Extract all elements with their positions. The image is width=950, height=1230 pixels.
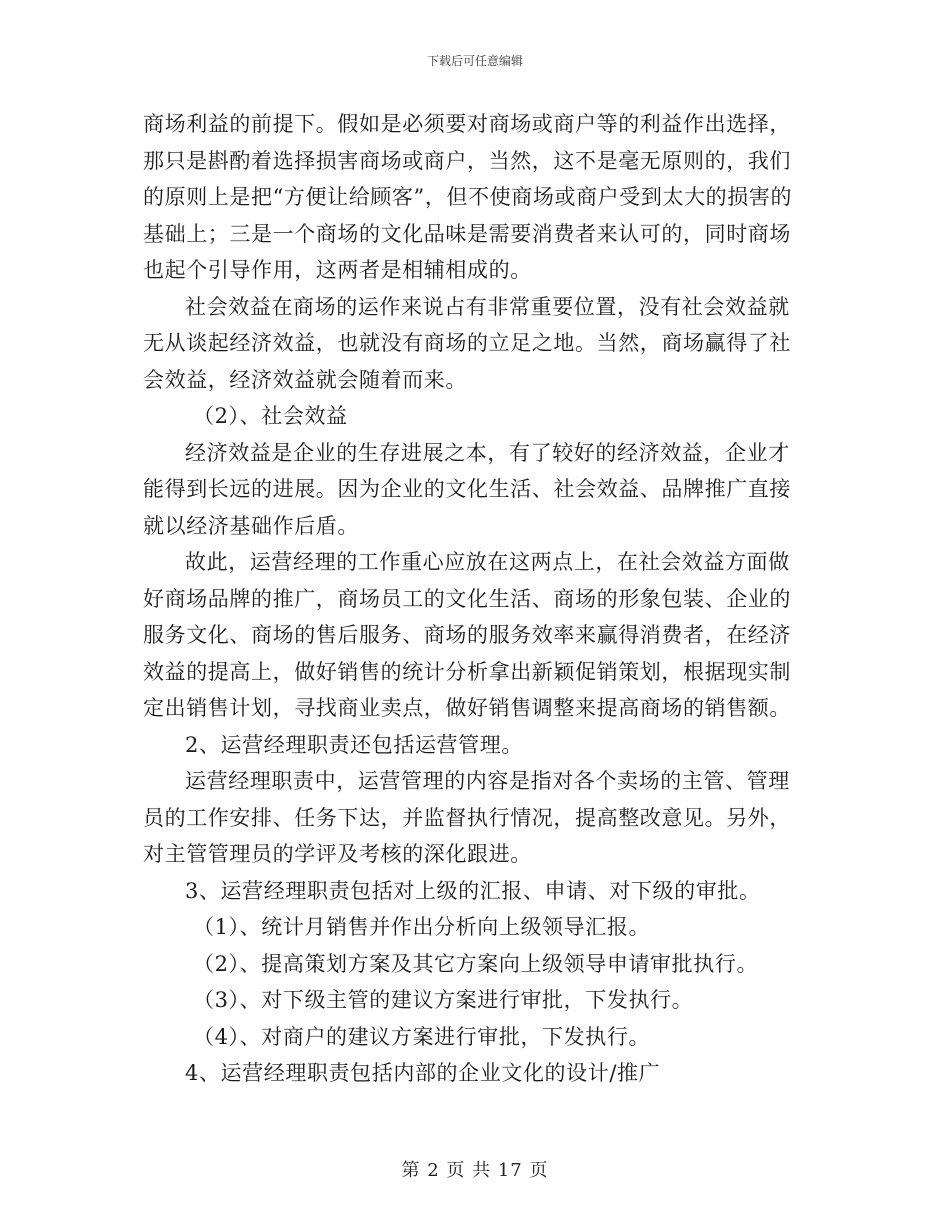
list-item-2: （2）、提高策划方案及其它方案向上级领导申请审批执行。	[193, 951, 759, 976]
heading-operations-management: 2、运营经理职责还包括运营管理。	[185, 732, 523, 757]
heading-reporting-approval: 3、运营经理职责包括对上级的汇报、申请、对下级的审批。	[185, 878, 761, 903]
paragraph-work-focus: 故此，运营经理的工作重心应放在这两点上，在社会效益方面做好商场品牌的推广，商场员工的文化生活、商场的形象包装、企业的服务文化、商场的售后服务、商场的服务效率来赢得消费者，在经济效益的提高上，做好销售的统计分析拿出新颖促销策划，根据现实制定出销售计划，寻找商业卖点，做好销售调整来提高商场的销售额。	[143, 550, 791, 720]
heading-corporate-culture: 4、运营经理职责包括内部的企业文化的设计/推广	[185, 1061, 661, 1085]
page-footer: 第 2 页 共 17 页	[401, 1160, 549, 1181]
list-item-3: （3）、对下级主管的建议方案进行审批，下发执行。	[193, 988, 694, 1012]
list-item-4: （4）、对商户的建议方案进行审批，下发执行。	[193, 1024, 651, 1049]
subheading-social-benefit: （2）、社会效益	[193, 404, 348, 428]
list-item-1: （1）、统计月销售并作出分析向上级领导汇报。	[193, 915, 651, 939]
document-body	[143, 106, 811, 1092]
paragraph-continuation: 商场利益的前提下。假如是必须要对商场或商户等的利益作出选择，那只是斟酌着选择损害商场或商户，当然，这不是毫无原则的，我们的原则上是把“方便让给顾客”，但不使商场或商户受到太大的损害的基础上；三是一个商场的文化品味是需要消费者来认可的，同时商场也起个引导作用，这两者是相辅相成的。	[143, 112, 793, 282]
paragraph-economic-benefit: 经济效益是企业的生存进展之本，有了较好的经济效益，企业才能得到长远的进展。因为企业的文化生活、社会效益、品牌推广直接就以经济基础作后盾。	[143, 440, 791, 538]
paragraph-social-benefit: 社会效益在商场的运作来说占有非常重要位置，没有社会效益就无从谈起经济效益，也就没有商场的立足之地。当然，商场赢得了社会效益，经济效益就会随着而来。	[143, 294, 791, 392]
paragraph-operations-management: 运营经理职责中，运营管理的内容是指对各个卖场的主管、管理员的工作安排、任务下达，并监督执行情况，提高整改意见。另外，对主管管理员的学评及考核的深化跟进。	[143, 769, 791, 866]
page-header: 下载后可任意编辑	[426, 54, 523, 68]
